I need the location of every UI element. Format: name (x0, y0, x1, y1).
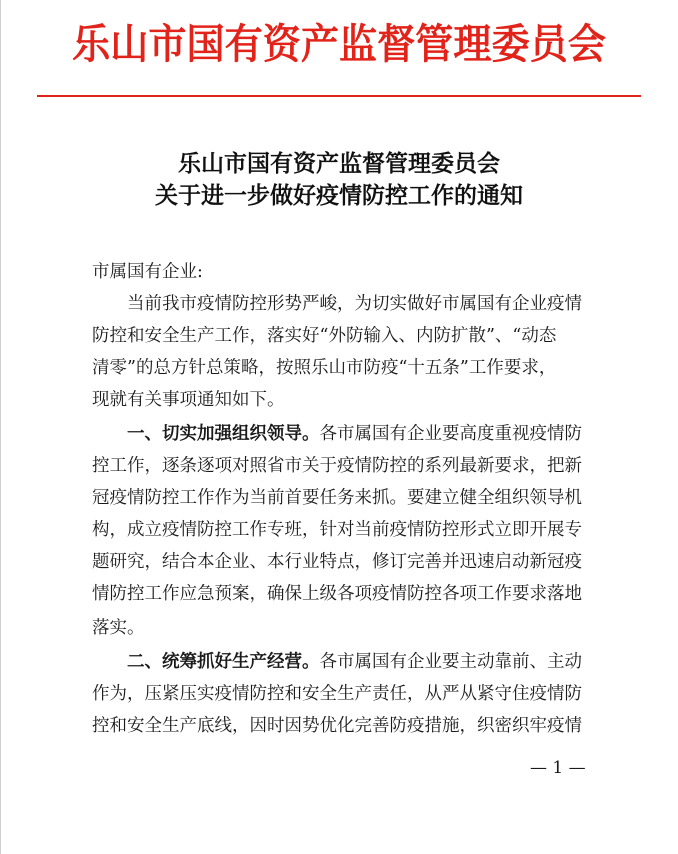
section-2-first-line (127, 646, 643, 679)
intro-line: 当前我市疫情防控形势严峻，为切实做好市属国有企业疫情 (127, 294, 582, 314)
intro-line: 清零”的总方针总策略，按照乐山市防疫“十五条”工作要求， (92, 358, 557, 378)
letterhead-title: 乐山市国有资产监督管理委员会 (72, 20, 606, 68)
notice-title-line-2: 关于进一步做好疫情防控工作的通知 (155, 182, 523, 209)
intro-line: 防控和安全生产工作，落实好“外防输入、内防扩散”、“动态 (92, 326, 557, 346)
section-2-line: 控和安全生产底线，因时因势优化完善防疫措施，织密织牢疫情 (92, 716, 582, 736)
section-1-first-line (127, 418, 643, 451)
page-edge (0, 0, 1, 854)
section-1-line: 题研究，结合本企业、本行业特点，修订完善并迅速启动新冠疫 (92, 552, 582, 572)
section-2-line: 作为，压紧压实疫情防控和安全生产责任，从严从紧守住疫情防 (92, 684, 582, 704)
section-2-text: 各市属国有企业要主动靠前、主动 (319, 652, 582, 672)
letterhead-red-rule (37, 95, 641, 97)
page-number: — 1 — (530, 758, 586, 778)
section-2-heading: 二、统筹抓好生产经营。 (127, 652, 320, 672)
section-1-heading: 一、切实加强组织领导。 (127, 424, 320, 444)
salutation: 市属国有企业: (92, 262, 203, 282)
notice-title-line-1: 乐山市国有资产监督管理委员会 (178, 150, 500, 177)
section-1-line: 落实。 (92, 618, 145, 638)
section-1-line: 构，成立疫情防控工作专班，针对当前疫情防控形式立即开展专 (92, 520, 582, 540)
intro-line: 现就有关事项通知如下。 (92, 390, 285, 410)
section-1-line: 情防控工作应急预案，确保上级各项疫情防控各项工作要求落地 (92, 584, 582, 604)
section-1-line: 冠疫情防控工作作为当前首要任务来抓。要建立健全组织领导机 (92, 488, 582, 508)
section-1-text: 各市属国有企业要高度重视疫情防 (319, 424, 582, 444)
section-1-line: 控工作，逐条逐项对照省市关于疫情防控的系列最新要求，把新 (92, 456, 582, 476)
